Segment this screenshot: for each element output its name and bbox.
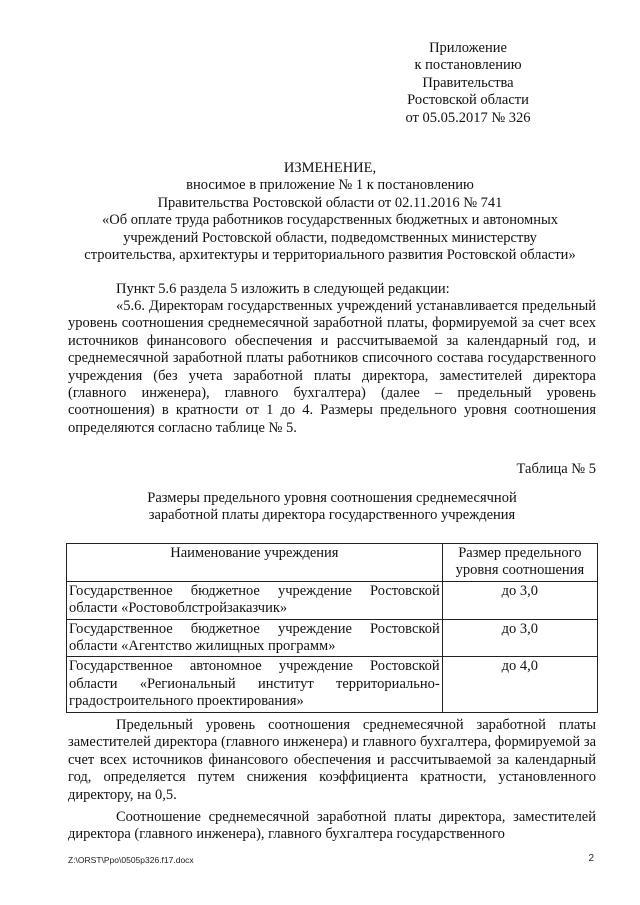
ratio-limits-table [66, 543, 598, 713]
intro-paragraph: Пункт 5.6 раздела 5 изложить в следующей редакции: [116, 281, 450, 297]
header-institution-name: Наименование учреждения [67, 544, 443, 582]
institution-name-cell: Государственное автономное учреждение Ростовской области «Региональный институт территориально-градостроительного проектирования» [67, 657, 443, 712]
institution-name-cell: Государственное бюджетное учреждение Ростовской области «Ростовоблстройзаказчик» [67, 581, 443, 619]
appendix-line: Приложение [429, 40, 507, 56]
table-header-row [67, 544, 598, 582]
table-row [67, 581, 598, 619]
title-line: вносимое в приложение № 1 к постановлению [186, 177, 474, 194]
table-caption-line: Размеры предельного уровня соотношения среднемесячной [147, 490, 517, 506]
appendix-line: Ростовской области [407, 92, 529, 109]
footer-file-path: Z:\ORST\Ppo\0505p326.f17.docx [68, 855, 194, 865]
appendix-line: от 05.05.2017 № 326 [405, 109, 531, 126]
ratio-value-cell: до 3,0 [442, 581, 597, 619]
appendix-line: к постановлению [414, 57, 522, 74]
title-heading: ИЗМЕНЕНИЕ, [283, 160, 377, 176]
title-line: Правительства Ростовской области от 02.11.2016 № 741 [157, 194, 503, 211]
appendix-header [358, 40, 578, 127]
title-line: «Об оплате труда работников государственных бюджетных и автономных [102, 212, 558, 229]
ratio-value-cell: до 4,0 [442, 657, 597, 712]
appendix-line: Правительства [422, 74, 514, 91]
document-title [62, 160, 598, 264]
table-caption-line: заработной платы директора государственного учреждения [148, 507, 516, 524]
table-caption [68, 490, 596, 525]
table-label: Таблица № 5 [516, 461, 596, 477]
title-line: учреждений Ростовской области, подведомственных министерству [123, 229, 537, 246]
page-number: 2 [588, 853, 594, 864]
title-line: строительства, архитектуры и территориального развития Ростовской области» [84, 247, 576, 264]
table-row [67, 619, 598, 657]
clause-paragraph: «5.6. Директорам государственных учреждений устанавливается предельный уровень соотношения среднемесячной заработной платы, формируемой за счет всех источников финансового обеспечения и рассчитываемой за календарный год, и среднемесячной заработной платы работников списочного состава государственного учреждения (без учета заработной платы директора, заместителей директора (главного инженера), главного бухгалтера) (далее – предельный уровень соотношения) в кратности от 1 до 4. Размеры предельного уровня соотношения определяются согласно таблице № 5. [68, 298, 596, 436]
ratio-paragraph: Соотношение среднемесячной заработной платы директора, заместителей директора (главного инженера), главного бухгалтера государственного [68, 809, 596, 843]
deputies-paragraph: Предельный уровень соотношения среднемесячной заработной платы заместителей директора (главного инженера) и главного бухгалтера, формируемой за счет всех источников финансового обеспечения и рассчитываемой за календарный год, определяется путем снижения коэффициента кратности, установленного директору, на 0,5. [68, 717, 596, 803]
institution-name-cell: Государственное бюджетное учреждение Ростовской области «Агентство жилищных программ» [67, 619, 443, 657]
header-ratio-limit: Размер предельного уровня соотношения [442, 544, 597, 582]
table-row [67, 657, 598, 712]
ratio-value-cell: до 3,0 [442, 619, 597, 657]
